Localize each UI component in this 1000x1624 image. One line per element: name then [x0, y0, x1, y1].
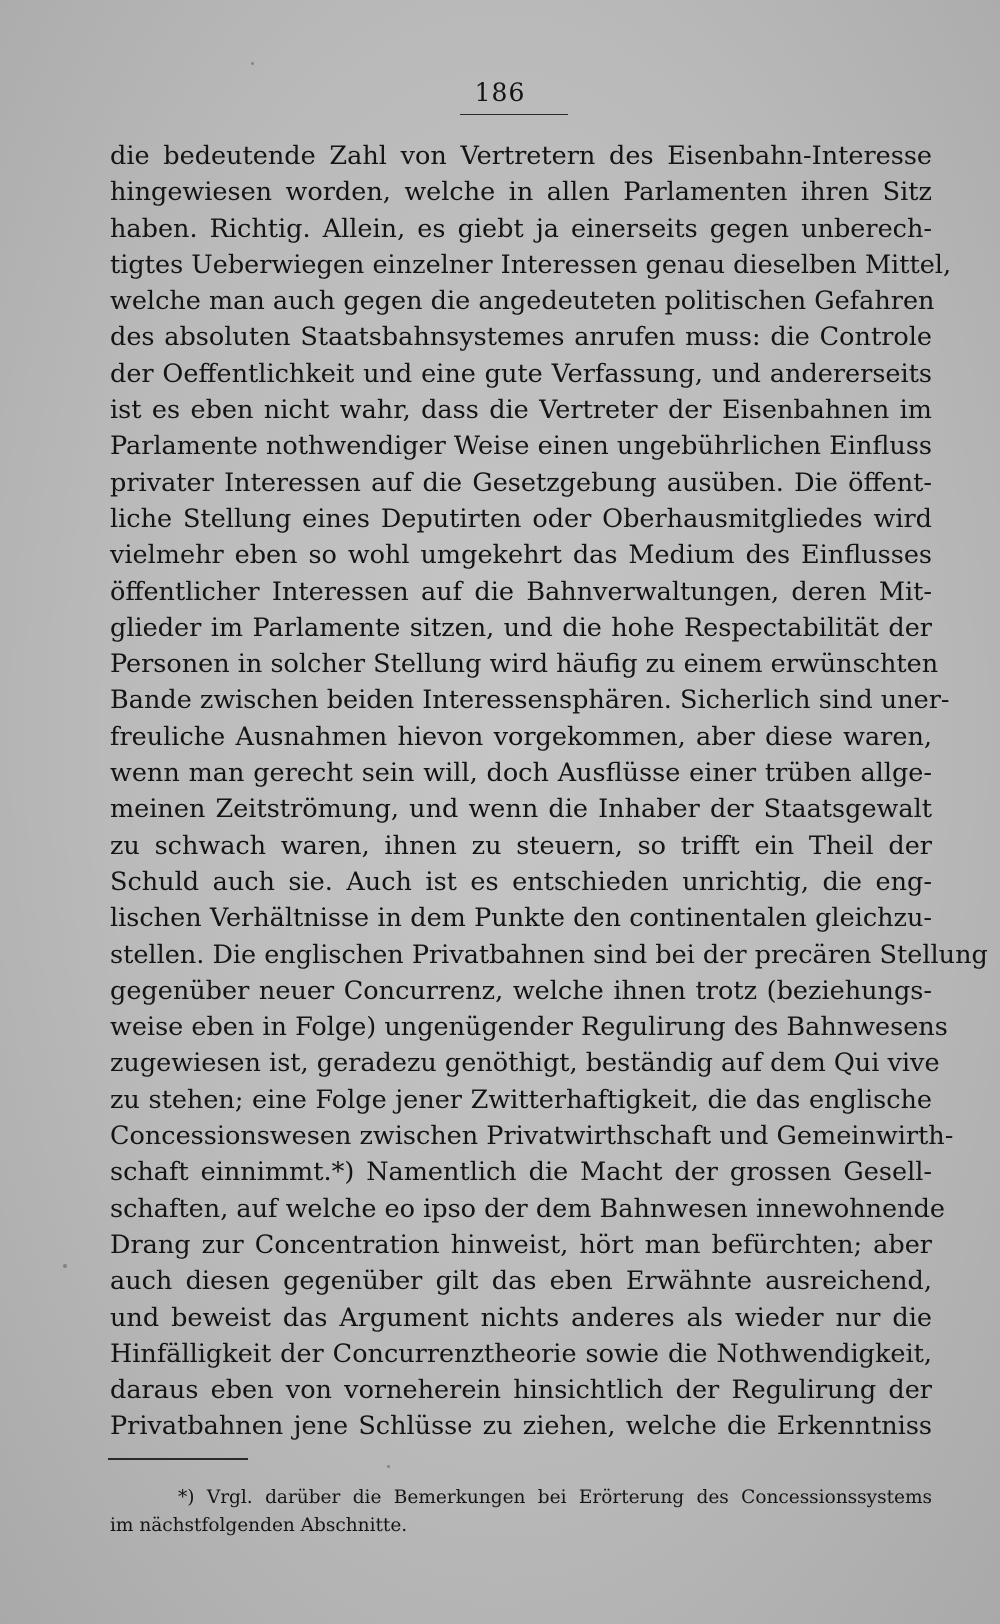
- text-line: Schuld auch sie. Auch ist es entschieden unrichtig, die eng-: [110, 866, 932, 897]
- text-line: privater Interessen auf die Gesetzgebung ausüben. Die öffent-: [110, 467, 932, 498]
- footnote-line: *) Vrgl. darüber die Bemerkungen bei Erörterung des Concessionssystems: [178, 1487, 932, 1508]
- text-line: und beweist das Argument nichts anderes als wieder nur die: [110, 1302, 932, 1333]
- text-line: zu schwach waren, ihnen zu steuern, so trifft ein Theil der: [110, 830, 932, 861]
- text-line: lischen Verhältnisse in dem Punkte den continentalen gleichzu-: [110, 903, 932, 934]
- text-line: weise eben in Folge) ungenügender Regulirung des Bahnwesens: [110, 1012, 948, 1043]
- page-number: 186: [474, 78, 526, 107]
- text-line: Privatbahnen jene Schlüsse zu ziehen, welche die Erkenntniss: [110, 1411, 932, 1442]
- text-line: wenn man gerecht sein will, doch Ausflüsse einer trüben allge-: [110, 758, 932, 789]
- text-line: die bedeutende Zahl von Vertretern des Eisenbahn-Interesse: [110, 141, 932, 171]
- text-line: Parlamente nothwendiger Weise einen ungebührlichen Einfluss: [110, 431, 932, 462]
- text-line: welche man auch gegen die angedeuteten politischen Gefahren: [110, 286, 935, 317]
- text-line: öffentlicher Interessen auf die Bahnverwaltungen, deren Mit-: [110, 576, 932, 607]
- text-line: zugewiesen ist, geradezu genöthigt, beständig auf dem Qui vive: [110, 1048, 940, 1079]
- body-text: [110, 138, 988, 1445]
- text-line: schaften, auf welche eo ipso der dem Bahnwesen innewohnende: [110, 1193, 945, 1224]
- text-line: liche Stellung eines Deputirten oder Oberhausmitgliedes wird: [110, 503, 932, 534]
- text-line: Drang zur Concentration hinweist, hört man befürchten; aber: [110, 1229, 932, 1260]
- paper-speck: [387, 1465, 390, 1468]
- paper-speck: [63, 1264, 67, 1268]
- text-line: ist es eben nicht wahr, dass die Vertreter der Eisenbahnen im: [110, 395, 932, 426]
- text-line: stellen. Die englischen Privatbahnen sind bei der precären Stellung: [110, 939, 988, 970]
- text-line: Hinfälligkeit der Concurrenztheorie sowie die Nothwendigkeit,: [110, 1338, 932, 1369]
- text-line: Concessionswesen zwischen Privatwirthschaft und Gemeinwirth-: [110, 1121, 954, 1152]
- text-line: Bande zwischen beiden Interessensphären. Sicherlich sind uner-: [110, 685, 950, 716]
- text-line: vielmehr eben so wohl umgekehrt das Medium des Einflusses: [110, 540, 932, 571]
- footnote: [110, 1484, 932, 1540]
- text-line: haben. Richtig. Allein, es giebt ja einerseits gegen unberech-: [110, 213, 932, 244]
- page-number-rule: [460, 114, 568, 115]
- text-line: hingewiesen worden, welche in allen Parlamenten ihren Sitz: [110, 177, 932, 208]
- footnote-line: im nächstfolgenden Abschnitte.: [110, 1515, 408, 1536]
- paper-speck: [251, 62, 254, 65]
- text-line: der Oeffentlichkeit und eine gute Verfassung, und andererseits: [110, 358, 932, 389]
- text-line: schaft einnimmt.*) Namentlich die Macht der grossen Gesell-: [110, 1157, 932, 1188]
- text-line: glieder im Parlamente sitzen, und die hohe Respectabilität der: [110, 612, 932, 643]
- text-line: Personen in solcher Stellung wird häufig zu einem erwünschten: [110, 649, 939, 680]
- text-line: gegenüber neuer Concurrenz, welche ihnen trotz (beziehungs-: [110, 975, 932, 1006]
- text-line: meinen Zeitströmung, und wenn die Inhaber der Staatsgewalt: [110, 794, 932, 825]
- footnote-rule: [108, 1458, 248, 1460]
- text-line: freuliche Ausnahmen hievon vorgekommen, aber diese waren,: [110, 721, 932, 752]
- text-line: zu stehen; eine Folge jener Zwitterhaftigkeit, die das englische: [110, 1084, 932, 1115]
- text-line: daraus eben von vorneherein hinsichtlich der Regulirung der: [110, 1375, 932, 1406]
- text-line: des absoluten Staatsbahnsystemes anrufen muss: die Controle: [110, 322, 932, 353]
- text-line: tigtes Ueberwiegen einzelner Interessen genau dieselben Mittel,: [110, 249, 952, 280]
- text-line: auch diesen gegenüber gilt das eben Erwähnte ausreichend,: [110, 1266, 932, 1297]
